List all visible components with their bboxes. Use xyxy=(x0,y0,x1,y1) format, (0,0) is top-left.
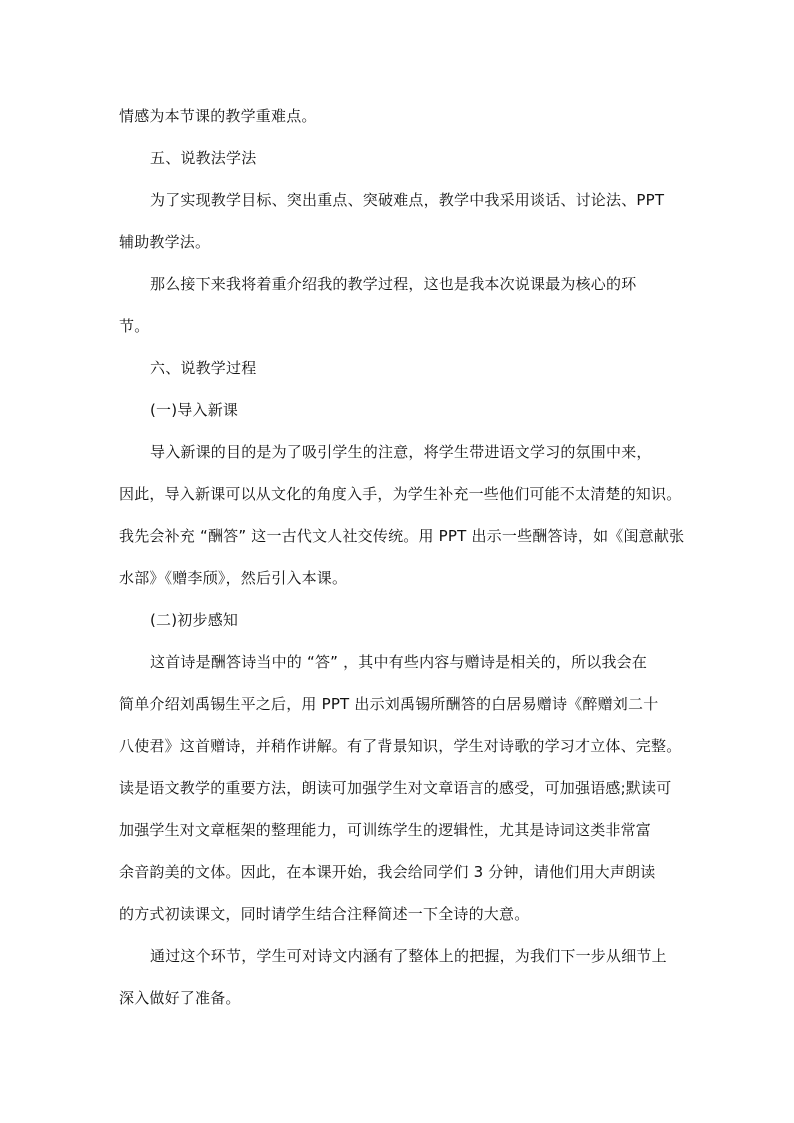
paragraph-line: 水部》《赠李颀》，然后引入本课。 xyxy=(119,569,348,587)
paragraph-line: 余音韵美的文体。因此，在本课开始，我会给同学们 3 分钟，请他们用大声朗读 xyxy=(119,863,656,881)
paragraph-line: 的方式初读课文，同时请学生结合注释简述一下全诗的大意。 xyxy=(119,905,530,923)
paragraph-line: 辅助教学法。 xyxy=(119,233,211,251)
paragraph-line: 导入新课的目的是为了吸引学生的注意，将学生带进语文学习的氛围中来， xyxy=(150,443,652,461)
paragraph-line: 节。 xyxy=(119,317,150,335)
paragraph-line: 简单介绍刘禹锡生平之后，用 PPT 出示刘禹锡所酬答的白居易赠诗《醉赠刘二十 xyxy=(119,695,659,713)
subsection-heading: (二)初步感知 xyxy=(150,611,239,629)
paragraph-line: 读是语文教学的重要方法，朗读可加强学生对文章语言的感受，可加强语感;默读可 xyxy=(119,779,672,797)
paragraph-line: 八使君》这首赠诗，并稍作讲解。有了背景知识，学生对诗歌的学习才立体、完整。 xyxy=(119,737,682,755)
paragraph-line: 这首诗是酬答诗当中的 “答” ，其中有些内容与赠诗是相关的，所以我会在 xyxy=(150,653,648,671)
paragraph-line: 为了实现教学目标、突出重点、突破难点，教学中我采用谈话、讨论法、PPT xyxy=(150,191,665,209)
paragraph-line: 通过这个环节，学生可对诗文内涵有了整体上的把握，为我们下一步从细节上 xyxy=(150,947,667,965)
subsection-heading: (一)导入新课 xyxy=(150,401,239,419)
paragraph-line: 加强学生对文章框架的整理能力，可训练学生的逻辑性，尤其是诗词这类非常富 xyxy=(119,821,652,839)
paragraph-line: 因此，导入新课可以从文化的角度入手，为学生补充一些他们可能不太清楚的知识。 xyxy=(119,485,682,503)
paragraph-line: 我先会补充 “酬答” 这一古代文人社交传统。用 PPT 出示一些酬答诗，如《闺意献张 xyxy=(119,527,685,545)
paragraph-line: 那么接下来我将着重介绍我的教学过程，这也是我本次说课最为核心的环 xyxy=(150,275,637,293)
section-heading: 五、说教法学法 xyxy=(150,149,257,167)
paragraph-line: 深入做好了准备。 xyxy=(119,989,241,1007)
section-heading: 六、说教学过程 xyxy=(150,359,257,377)
paragraph-line: 情感为本节课的教学重难点。 xyxy=(119,107,317,125)
